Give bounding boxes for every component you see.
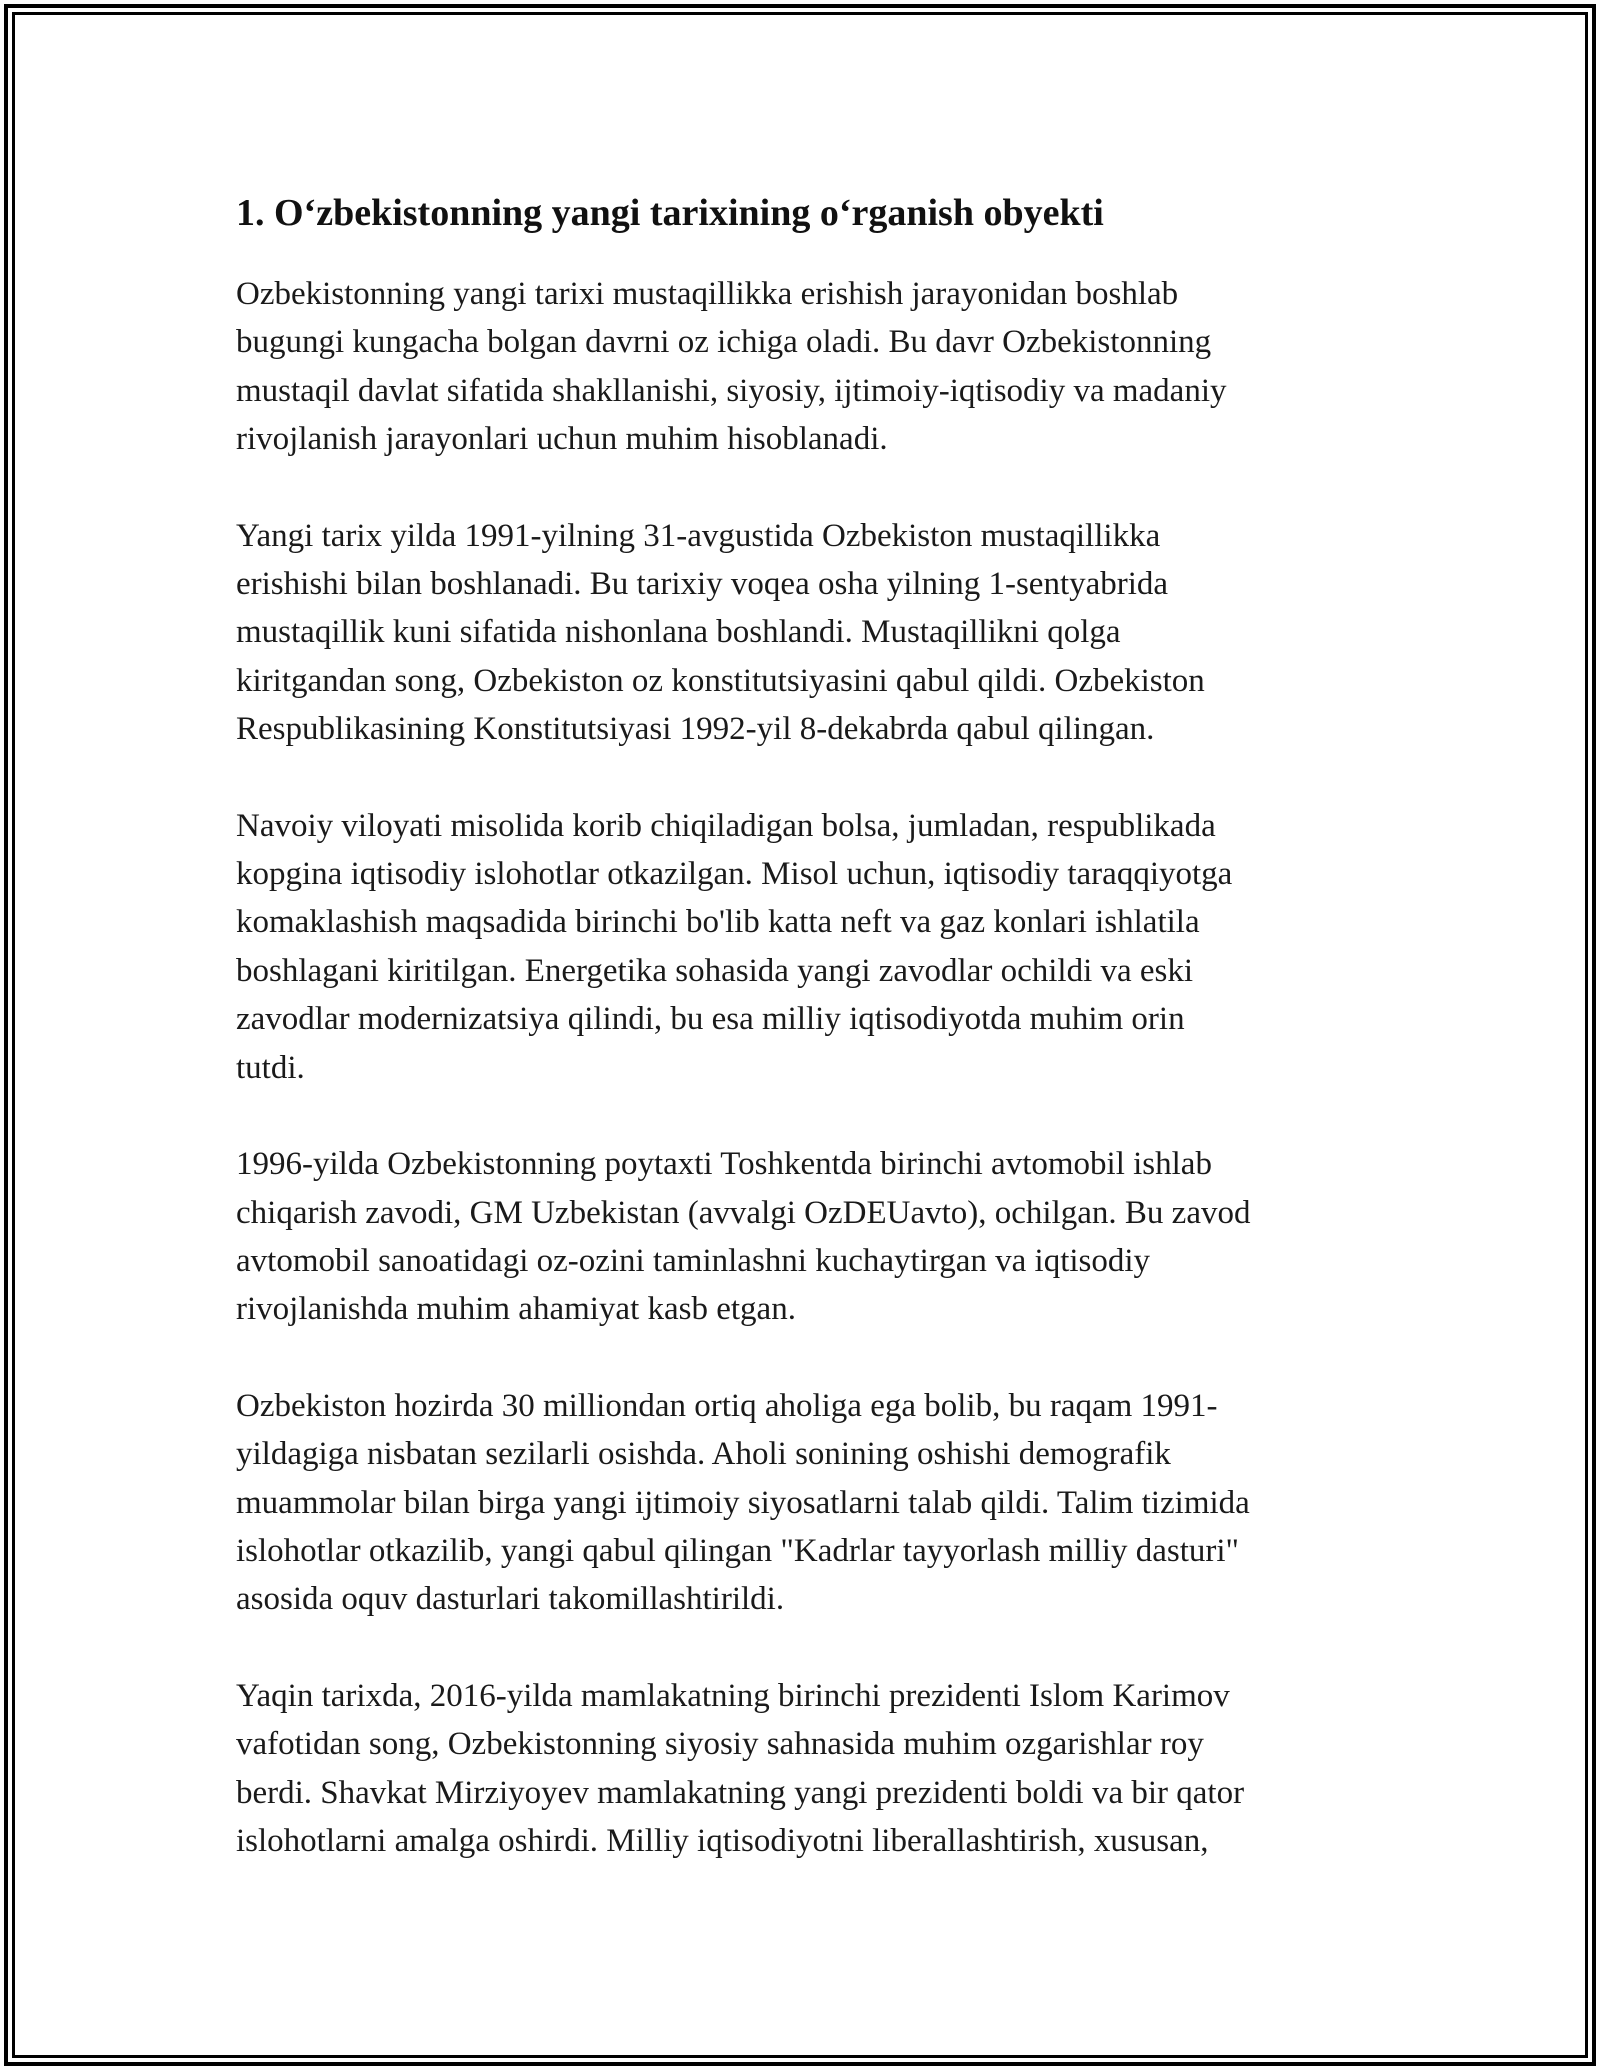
paragraph-line: erishishi bilan boshlanadi. Bu tarixiy voqea osha yilning 1-sentyabrida [236,566,1169,603]
paragraph-line: islohotlarni amalga oshirdi. Milliy iqtisodiyotni liberallashtirish, xususan, [236,1822,1209,1859]
paragraph-line: islohotlar otkazilib, yangi qabul qilingan "Kadrlar tayyorlash milliy dasturi" [236,1532,1239,1569]
paragraph-3 [236,802,1366,1092]
paragraph-line: berdi. Shavkat Mirziyoyev mamlakatning yangi prezidenti boldi va bir qator [236,1774,1245,1811]
paragraph-4 [236,1140,1366,1334]
paragraph-6 [236,1672,1366,1866]
paragraph-line: Ozbekistonning yangi tarixi mustaqillikka erishish jarayonidan boshlab [236,276,1179,312]
paragraph-line: tutdi. [236,1049,305,1086]
paragraph-line: kiritgandan song, Ozbekiston oz konstitutsiyasini qabul qildi. Ozbekiston [236,662,1205,699]
paragraph-line: 1996-yilda Ozbekistonning poytaxti Toshkentda birinchi avtomobil ishlab [236,1146,1212,1183]
paragraph-2 [236,512,1366,754]
paragraph-line: Yaqin tarixda, 2016-yilda mamlakatning birinchi prezidenti Islom Karimov [236,1677,1230,1714]
paragraph-line: boshlagani kiritilgan. Energetika sohasida yangi zavodlar ochildi va eski [236,952,1194,989]
paragraph-line: zavodlar modernizatsiya qilindi, bu esa milliy iqtisodiyotda muhim orin [236,1001,1185,1038]
paragraph-5 [236,1382,1366,1624]
paragraph-line: Ozbekiston hozirda 30 milliondan ortiq aholiga ega bolib, bu raqam 1991- [236,1387,1218,1424]
paragraph-line: komaklashish maqsadida birinchi bo'lib katta neft va gaz konlari ishlatila [236,904,1200,941]
paragraph-line: mustaqil davlat sifatida shakllanishi, siyosiy, ijtimoiy-iqtisodiy va madaniy [236,372,1227,409]
paragraph-line: asosida oquv dasturlari takomillashtirildi. [236,1581,785,1618]
paragraph-line: kopgina iqtisodiy islohotlar otkazilgan. Misol uchun, iqtisodiy taraqqiyotga [236,856,1233,893]
paragraph-1 [236,270,1366,464]
paragraph-line: yildagiga nisbatan sezilarli osishda. Aholi sonining oshishi demografik [236,1436,1171,1473]
paragraph-line: Respublikasining Konstitutsiyasi 1992-yil 8-dekabrda qabul qilingan. [236,711,1155,748]
paragraph-line: muammolar bilan birga yangi ijtimoiy siyosatlarni talab qildi. Talim tizimida [236,1484,1250,1521]
section-heading: 1. O‘zbekistonning yangi tarixining o‘rganish obyekti [236,192,1104,234]
paragraph-line: bugungi kungacha bolgan davrni oz ichiga oladi. Bu davr Ozbekistonning [236,324,1212,361]
paragraph-line: chiqarish zavodi, GM Uzbekistan (avvalgi OzDEUavto), ochilgan. Bu zavod [236,1194,1251,1231]
paragraph-line: rivojlanish jarayonlari uchun muhim hisoblanadi. [236,421,888,458]
paragraph-line: vafotidan song, Ozbekistonning siyosiy sahnasida muhim ozgarishlar roy [236,1726,1204,1763]
document-body [236,186,1366,1913]
paragraph-line: rivojlanishda muhim ahamiyat kasb etgan. [236,1291,796,1328]
paragraph-line: mustaqillik kuni sifatida nishonlana boshlandi. Mustaqillikni qolga [236,614,1121,651]
paragraph-line: avtomobil sanoatidagi oz-ozini taminlashni kuchaytirgan va iqtisodiy [236,1242,1151,1279]
paragraph-line: Navoiy viloyati misolida korib chiqiladigan bolsa, jumladan, respublikada [236,807,1216,844]
paragraph-line: Yangi tarix yilda 1991-yilning 31-avgustida Ozbekiston mustaqillikka [236,517,1161,554]
